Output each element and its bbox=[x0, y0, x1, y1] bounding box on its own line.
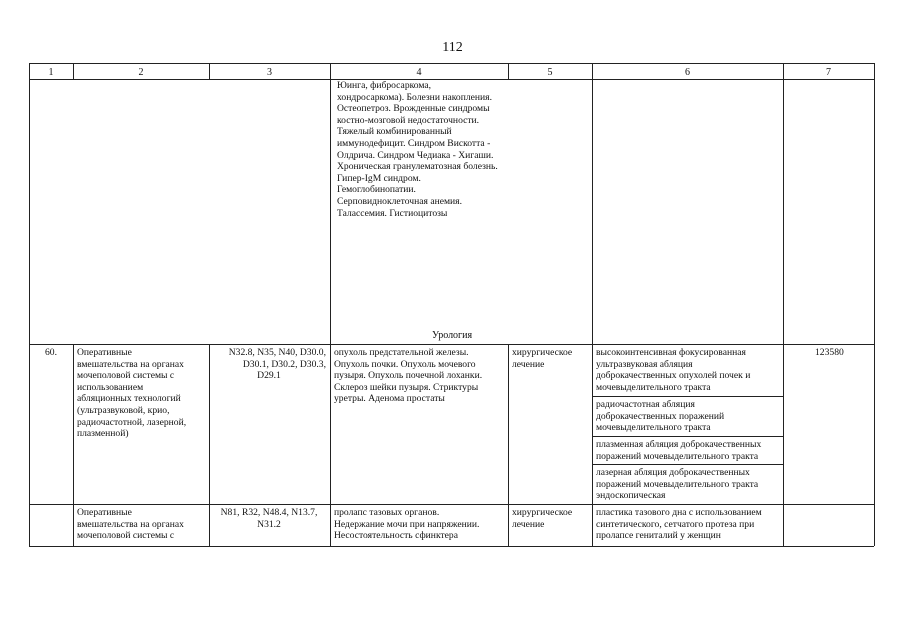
column-divider bbox=[73, 344, 74, 546]
intervention-group: Оперативные вмешательства на органах мочеполовой системы с использованием абляционных технологий (ультразвуковой, крио, радиочастотной, лазерной, плазменной) bbox=[77, 347, 187, 440]
icd-codes: N32.8, N35, N40, D30.0, D30.1, D30.2, D30.3, D29.1 bbox=[228, 347, 326, 382]
method-divider bbox=[592, 464, 783, 465]
table-right-border bbox=[874, 63, 875, 546]
column-divider bbox=[330, 63, 331, 546]
funding-amount: 123580 bbox=[815, 347, 844, 358]
row-60-bottom-border bbox=[29, 504, 874, 505]
treatment-method: радиочастотная абляция доброкачественных поражений мочевыделительного тракта bbox=[596, 399, 725, 434]
column-divider bbox=[783, 63, 784, 546]
table-top-border bbox=[29, 63, 874, 64]
diagnosis-description: пролапс тазовых органов. Недержание мочи при напряжении. Несостоятельность сфинктера bbox=[334, 507, 480, 542]
column-header-2: 2 bbox=[138, 67, 144, 78]
column-header-1: 1 bbox=[48, 67, 54, 78]
method-divider bbox=[592, 396, 783, 397]
column-header-3: 3 bbox=[267, 67, 272, 78]
column-divider bbox=[592, 63, 593, 546]
treatment-method: лазерная абляция доброкачественных поражений мочевыделительного тракта эндоскопическая bbox=[596, 467, 759, 502]
section-title: Урология bbox=[432, 330, 473, 341]
column-header-4: 4 bbox=[416, 67, 422, 78]
table-left-border bbox=[29, 63, 30, 546]
column-header-7: 7 bbox=[826, 67, 831, 78]
page-number: 112 bbox=[442, 40, 463, 55]
treatment-type: хирургическое лечение bbox=[512, 347, 573, 370]
treatment-method: высокоинтенсивная фокусированная ультразвуковая абляция доброкачественных опухолей почек и мочевыделительного тракта bbox=[596, 347, 751, 393]
column-divider bbox=[508, 344, 509, 546]
intervention-group: Оперативные вмешательства на органах мочеполовой системы с bbox=[77, 507, 184, 542]
method-divider bbox=[592, 436, 783, 437]
row-60-top-border bbox=[29, 344, 874, 345]
treatment-method: пластика тазового дна с использованием синтетического, сетчатого протеза при пролапсе гениталий у женщин bbox=[596, 507, 762, 542]
icd-codes: N81, R32, N48.4, N13.7, N31.2 bbox=[220, 507, 318, 530]
column-header-5: 5 bbox=[547, 67, 553, 78]
table-bottom-border bbox=[29, 546, 874, 547]
treatment-method: плазменная абляция доброкачественных поражений мочевыделительного тракта bbox=[596, 439, 762, 462]
diagnosis-description: опухоль предстательной железы. Опухоль почки. Опухоль мочевого пузыря. Опухоль почечной лоханки. Склероз шейки пузыря. Стриктуры уретры. Аденома простаты bbox=[334, 347, 483, 405]
diagnosis-list-continued: Юинга, фибросаркома, хондросаркома). Болезни накопления. Остеопетроз. Врожденные синдромы костно-мозговой недостаточности. Тяжелый комбинированный иммунодефицит. Синдром Вискотта - Олдрича. Синдром Чедиака - Хигаши. Хроническая гранулематозная болезнь. Гипер-IgM синдром. Гемоглобинопатии. Серповидноклеточная анемия. Талассемия. Гистиоцитозы bbox=[337, 80, 498, 219]
column-header-6: 6 bbox=[685, 67, 690, 78]
treatment-type: хирургическое лечение bbox=[512, 507, 573, 530]
row-number: 60. bbox=[45, 347, 57, 358]
column-divider bbox=[209, 344, 210, 546]
